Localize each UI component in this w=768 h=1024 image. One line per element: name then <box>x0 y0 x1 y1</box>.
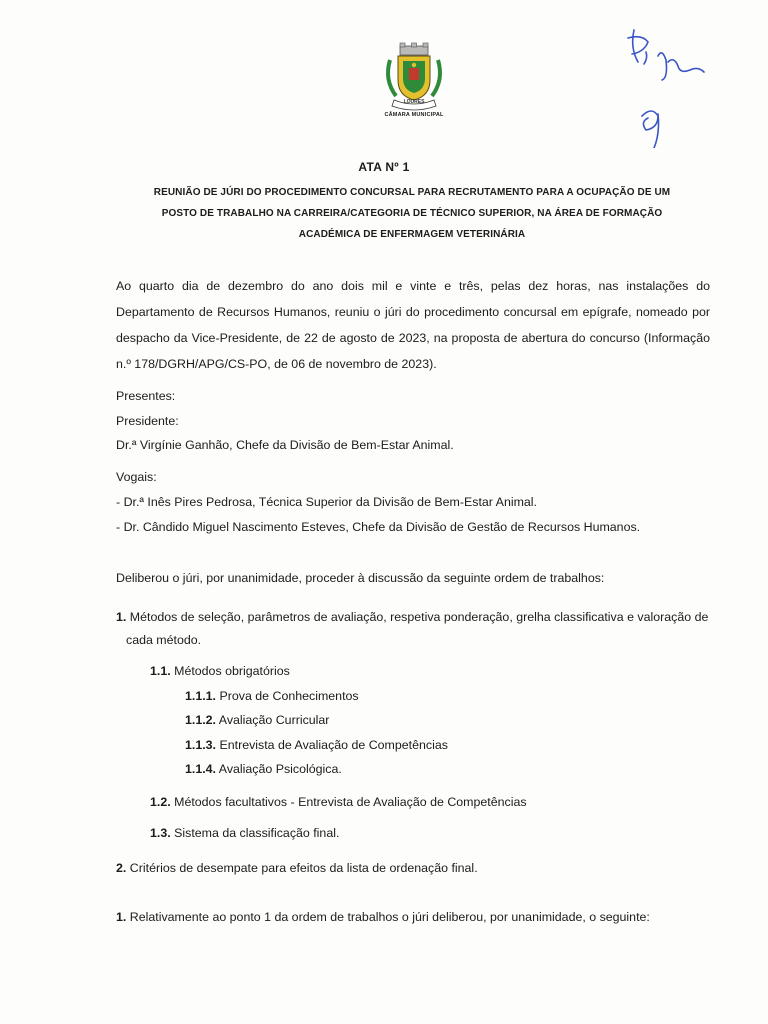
handwritten-signature <box>618 18 728 148</box>
vogal-item: - Dr. Cândido Miguel Nascimento Esteves, Chefe da Divisão de Gestão de Recursos Humanos. <box>116 520 641 534</box>
deliberation-text: Deliberou o júri, por unanimidade, proceder à discussão da seguinte ordem de trabalhos: <box>116 571 605 585</box>
intro-paragraph: Ao quarto dia de dezembro do ano dois mil e vinte e três, pelas dez horas, nas instalações do Departamento de Recursos Humanos, reuniu o júri do procedimento concursal em epígrafe, nomeado por despacho da Vice-Presidente, de 22 de agosto de 2023, na proposta de abertura do concurso (Informação n.º 178/DGRH/APG/CS-PO, de 06 de novembro de 2023). <box>116 279 710 371</box>
subtitle-line: POSTO DE TRABALHO NA CARREIRA/CATEGORIA DE TÉCNICO SUPERIOR, NA ÁREA DE FORMAÇÃO <box>161 208 663 219</box>
subtitle-line: ACADÉMICA DE ENFERMAGEM VETERINÁRIA <box>298 229 526 240</box>
agenda-subsub-text: Prova de Conhecimentos <box>219 689 359 703</box>
agenda-item-number: 1. <box>116 610 127 624</box>
vogal-item: - Dr.ª Inês Pires Pedrosa, Técnica Superior da Divisão de Bem-Estar Animal. <box>116 495 537 509</box>
agenda-sub-1-1 <box>150 664 290 678</box>
agenda-subsub-number: 1.1.4. <box>185 762 217 776</box>
agenda-sub-number: 1.1. <box>150 664 171 678</box>
agenda-subsub-text: Entrevista de Avaliação de Competências <box>219 738 448 752</box>
closing-text: Relativamente ao ponto 1 da ordem de trabalhos o júri deliberou, por unanimidade, o seguinte: <box>129 910 650 924</box>
agenda-sub-text: Métodos obrigatórios <box>174 664 290 678</box>
crest-ribbon-text: LOURES <box>403 99 425 105</box>
agenda-subsub-item <box>185 713 329 727</box>
agenda-item-number: 2. <box>116 861 127 875</box>
agenda-sub-text: Sistema da classificação final. <box>174 826 340 840</box>
presidente-label: Presidente: <box>116 414 179 428</box>
presentes-label: Presentes: <box>116 389 176 403</box>
document-title: ATA Nº 1 <box>358 160 410 174</box>
agenda-sub-1-2 <box>150 795 527 809</box>
agenda-subsub-item <box>185 738 448 752</box>
agenda-subsub-number: 1.1.2. <box>185 713 217 727</box>
agenda-item-1 <box>116 606 720 652</box>
document-subtitle <box>110 182 714 245</box>
agenda-sub-number: 1.3. <box>150 826 171 840</box>
vogais-label: Vogais: <box>116 470 157 484</box>
closing-number: 1. <box>116 910 127 924</box>
closing-statement <box>116 910 650 924</box>
agenda-sub-text: Métodos facultativos - Entrevista de Avaliação de Competências <box>174 795 527 809</box>
agenda-sub-number: 1.2. <box>150 795 171 809</box>
agenda-subsub-item <box>185 762 342 776</box>
subtitle-line: REUNIÃO DE JÚRI DO PROCEDIMENTO CONCURSAL PARA RECRUTAMENTO PARA A OCUPAÇÃO DE UM <box>153 187 671 198</box>
agenda-subsub-number: 1.1.1. <box>185 689 217 703</box>
agenda-item-text: Critérios de desempate para efeitos da lista de ordenação final. <box>129 861 478 875</box>
agenda-subsub-item <box>185 689 359 703</box>
agenda-subsub-text: Avaliação Curricular <box>218 713 330 727</box>
agenda-subsub-number: 1.1.3. <box>185 738 217 752</box>
agenda-subsub-text: Avaliação Psicológica. <box>218 762 342 776</box>
municipal-crest-logo <box>378 42 450 120</box>
presidente-name: Dr.ª Virgínie Ganhão, Chefe da Divisão de Bem-Estar Animal. <box>116 438 454 452</box>
agenda-sub-1-3 <box>150 826 339 840</box>
agenda-item-2 <box>116 861 478 875</box>
organization-name: CÂMARA MUNICIPAL <box>384 112 444 118</box>
agenda-item-text: Métodos de seleção, parâmetros de avaliação, respetiva ponderação, grelha classificativa e valoração de cada método. <box>126 610 709 647</box>
